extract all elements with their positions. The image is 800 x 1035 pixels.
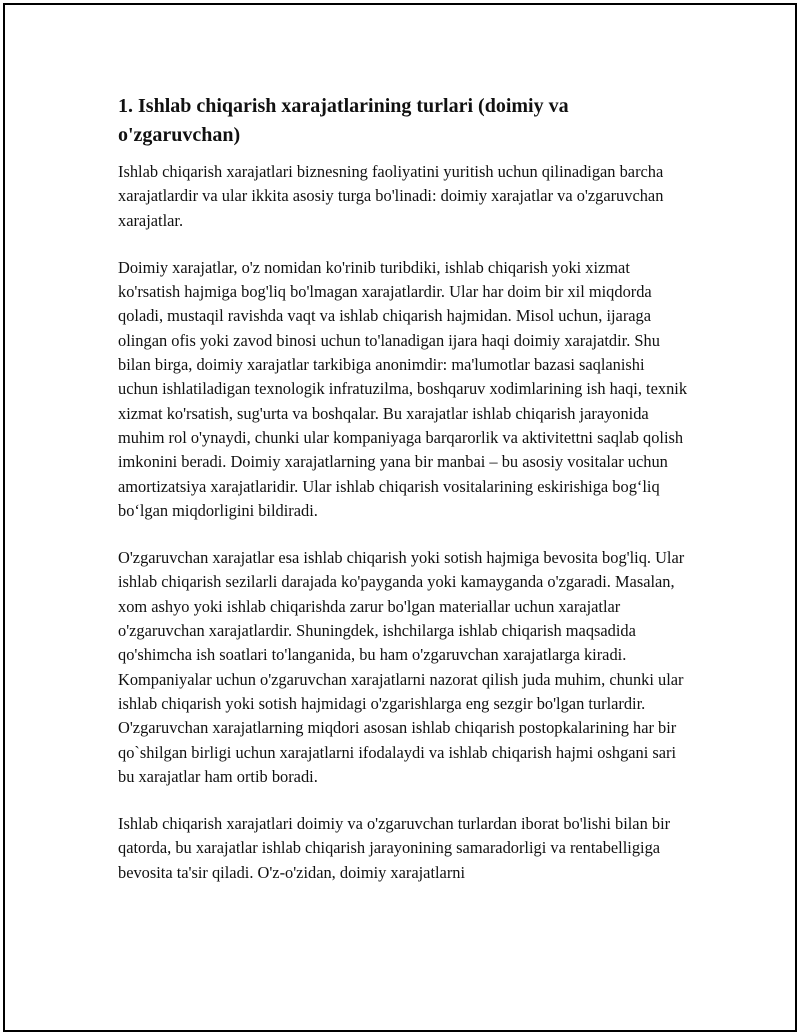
- section-heading: 1. Ishlab chiqarish xarajatlarining turlari (doimiy va o'zgaruvchan): [118, 95, 569, 146]
- paragraph-variable-costs: O'zgaruvchan xarajatlar esa ishlab chiqarish yoki sotish hajmiga bevosita bog'liq. Ular ishlab chiqarish sezilarli darajada ko'payganda yoki kamayganda o'zgaradi. Masalan, xom ashyo yoki ishlab chiqarishda zarur bo'lgan materiallar uchun xarajatlar o'zgaruvchan xarajatlardir. Shuningdek, ishchilarga ishlab chiqarish maqsadida qo'shimcha ish soatlari to'langanida, bu ham o'zgaruvchan xarajatlarga kiradi. Kompaniyalar uchun o'zgaruvchan xarajatlarni nazorat qilish juda muhim, chunki ular ishlab chiqarish yoki sotish hajmidagi o'zgarishlarga eng sezgir bo'lgan turlardir. O'zgaruvchan xarajatlarning miqdori asosan ishlab chiqarish postopkalarining har bir qo`shilgan birligi uchun xarajatlarni ifodalaydi va ishlab chiqarish hajmi oshgani sari bu xarajatlar ham ortib boradi.: [118, 548, 685, 786]
- paragraph-intro: Ishlab chiqarish xarajatlari biznesning faoliyatini yuritish uchun qilinadigan barcha xarajatlardir va ular ikkita asosiy turga bo'linadi: doimiy xarajatlar va o'zgaruvchan xarajatlar.: [118, 162, 664, 230]
- paragraph-fixed-costs: Doimiy xarajatlar, o'z nomidan ko'rinib turibdiki, ishlab chiqarish yoki xizmat ko'rsatish hajmiga bog'liq bo'lmagan xarajatlardir. Ular har doim bir xil miqdorda qoladi, mustaqil ravishda vaqt va ishlab chiqarish hajmidan. Misol uchun, ijaraga olingan ofis yoki zavod binosi uchun to'lanadigan ijara haqi doimiy xarajatdir. Shu bilan birga, doimiy xarajatlar tarkibiga anonimdir: ma'lumotlar bazasi saqlanishi uchun ishlatiladigan texnologik infratuzilma, boshqaruv xodimlarining ish haqi, texnik xizmat ko'rsatish, sug'urta va boshqalar. Bu xarajatlar ishlab chiqarish jarayonida muhim rol o'ynaydi, chunki ular kompaniyaga barqarorlik va aktivitettni saqlab qolish imkonini beradi. Doimiy xarajatlarning yana bir manbai – bu asosiy vositalar uchun amortizatsiya xarajatlaridir. Ular ishlab chiqarish vositalarining eskirishiga bog‘liq bo‘lgan miqdorligini bildiradi.: [118, 257, 688, 520]
- paragraph-conclusion: Ishlab chiqarish xarajatlari doimiy va o'zgaruvchan turlardan iborat bo'lishi bilan bir qatorda, bu xarajatlar ishlab chiqarish jarayonining samaradorligi va rentabelligiga bevosita ta'sir qiladi. O'z-o'zidan, doimiy xarajatlarni: [118, 814, 671, 882]
- document-body: [118, 92, 688, 908]
